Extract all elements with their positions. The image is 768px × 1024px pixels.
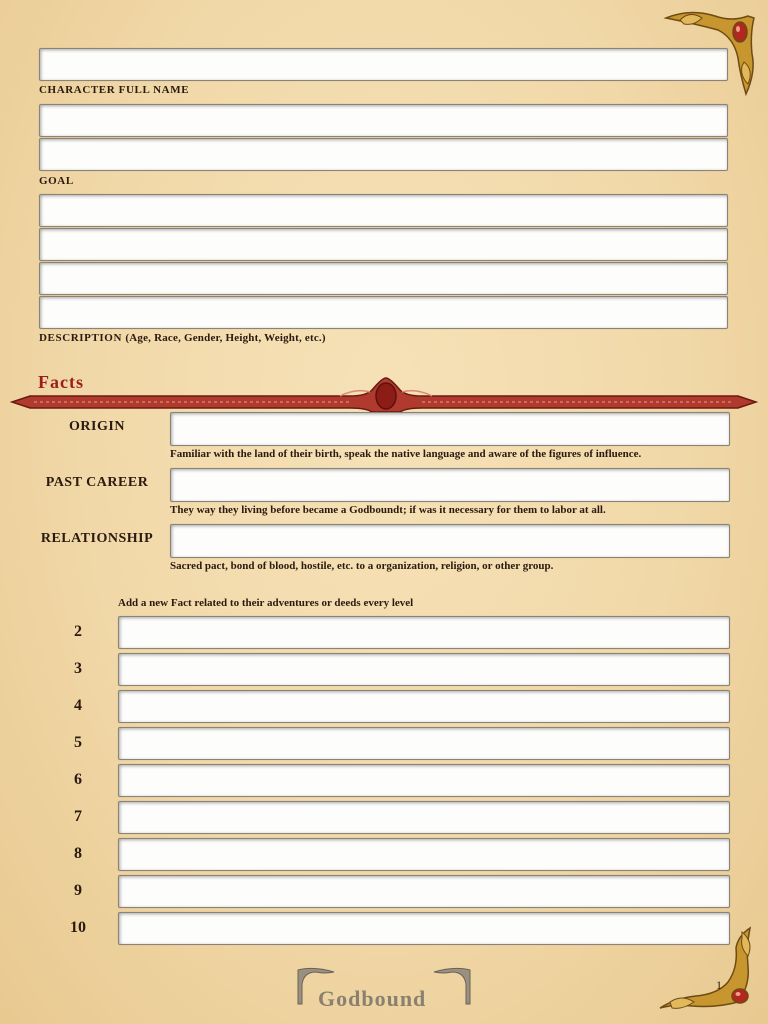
past-career-field[interactable]: [170, 468, 730, 502]
level-fact-field-10[interactable]: [118, 912, 730, 945]
origin-hint: Familiar with the land of their birth, speak the native language and aware of the figures of influence.: [170, 448, 642, 460]
level-fact-field-6[interactable]: [118, 764, 730, 797]
relationship-field[interactable]: [170, 524, 730, 558]
level-number-4: 4: [74, 697, 82, 714]
description-field-3[interactable]: [39, 262, 728, 295]
level-fact-field-3[interactable]: [118, 653, 730, 686]
description-label-hint: (Age, Race, Gender, Height, Weight, etc.): [125, 332, 326, 344]
past-career-hint: They way they living before became a Godboundt; if was it necessary for them to labor at all.: [170, 504, 606, 516]
facts-divider-banner-icon: [10, 374, 758, 414]
level-number-10: 10: [70, 919, 86, 936]
level-number-2: 2: [74, 623, 82, 640]
level-fact-field-8[interactable]: [118, 838, 730, 871]
character-name-field[interactable]: [39, 48, 728, 81]
footer-ornament-right-icon: [424, 964, 474, 1008]
level-number-9: 9: [74, 882, 82, 899]
origin-label: ORIGIN: [69, 419, 125, 434]
level-number-3: 3: [74, 660, 82, 677]
origin-field[interactable]: [170, 412, 730, 446]
level-fact-field-5[interactable]: [118, 727, 730, 760]
relationship-hint: Sacred pact, bond of blood, hostile, etc. to a organization, religion, or other group.: [170, 560, 554, 572]
description-field-2[interactable]: [39, 228, 728, 261]
level-number-8: 8: [74, 845, 82, 862]
past-career-label: PAST CAREER: [45, 475, 149, 490]
facts-section-title: Facts: [38, 372, 84, 392]
description-label: [39, 332, 326, 344]
level-fact-field-4[interactable]: [118, 690, 730, 723]
character-name-label: CHARACTER FULL NAME: [39, 84, 190, 96]
new-fact-hint: Add a new Fact related to their adventures or deeds every level: [118, 597, 414, 609]
level-fact-field-7[interactable]: [118, 801, 730, 834]
level-number-6: 6: [74, 771, 82, 788]
level-fact-field-9[interactable]: [118, 875, 730, 908]
goal-field-2[interactable]: [39, 138, 728, 171]
level-fact-field-2[interactable]: [118, 616, 730, 649]
description-field-4[interactable]: [39, 296, 728, 329]
page-number: 1: [716, 978, 722, 992]
relationship-label: RELATIONSHIP: [40, 531, 154, 546]
goal-label: GOAL: [39, 175, 74, 187]
description-field-1[interactable]: [39, 194, 728, 227]
level-number-7: 7: [74, 808, 82, 825]
level-number-5: 5: [74, 734, 82, 751]
goal-field-1[interactable]: [39, 104, 728, 137]
description-label-main: DESCRIPTION: [39, 332, 123, 344]
godbound-logo: Godbound: [318, 986, 427, 1011]
